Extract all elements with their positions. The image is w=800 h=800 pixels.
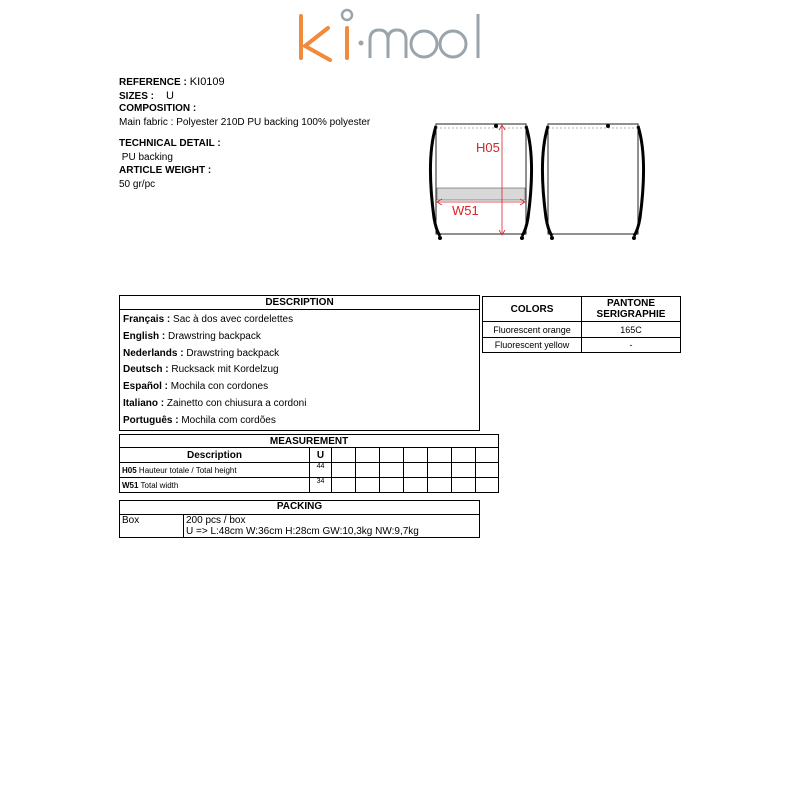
lang-text: Mochila com cordões <box>178 414 276 426</box>
packing-line-1: 200 pcs / box <box>186 515 246 526</box>
lang-label: Português : <box>123 414 179 426</box>
description-table <box>119 295 480 431</box>
lang-text: Sac à dos avec cordelettes <box>170 314 294 325</box>
table-row <box>120 478 499 493</box>
composition-label: COMPOSITION : <box>119 103 197 114</box>
lang-label: Français : <box>123 314 171 325</box>
measurement-desc <box>120 463 310 478</box>
measurement-desc-header: Description <box>120 448 310 463</box>
measurement-table <box>119 434 499 493</box>
weight-label-row <box>119 165 419 179</box>
packing-table <box>119 500 480 538</box>
packing-details <box>184 515 480 538</box>
sizes-row <box>119 90 419 104</box>
pantone-header-line1: PANTONE <box>607 298 655 309</box>
composition-value: Main fabric : Polyester 210D PU backing 100% polyester <box>119 116 371 128</box>
description-line-en <box>123 329 476 346</box>
lang-text: Drawstring backpack <box>165 330 261 342</box>
lang-label: Italiano : <box>123 397 165 409</box>
packing-line-2: U => L:48cm W:36cm H:28cm GW:10,3kg NW:9,7kg <box>186 526 419 537</box>
measurement-title: MEASUREMENT <box>120 435 499 448</box>
measure-label-w51: W51 <box>452 203 479 218</box>
color-name: Fluorescent yellow <box>483 338 582 353</box>
color-pantone: 165C <box>582 322 681 338</box>
composition-label-row <box>119 103 419 117</box>
bag-front-view <box>430 124 531 240</box>
lang-label: English : <box>123 330 166 342</box>
sizes-value: U <box>166 89 174 102</box>
brand-logo <box>292 6 482 70</box>
colors-table <box>482 296 681 353</box>
color-name: Fluorescent orange <box>483 322 582 338</box>
measure-label-h05: H05 <box>476 140 500 155</box>
weight-label: ARTICLE WEIGHT : <box>119 165 212 176</box>
lang-text: Drawstring backpack <box>183 347 280 359</box>
product-technical-drawing <box>420 118 650 250</box>
lang-label: Nederlands : <box>123 347 184 359</box>
description-line-it <box>123 396 476 413</box>
weight-value: 50 gr/pc <box>119 178 156 190</box>
description-body <box>120 310 480 431</box>
color-pantone: - <box>582 338 681 353</box>
lang-label: Español : <box>123 381 169 393</box>
lang-text: Zainetto con chiusura a cordoni <box>164 397 307 409</box>
measurement-code: W51 <box>122 480 139 490</box>
reference-label: REFERENCE : <box>119 77 187 88</box>
description-line-es <box>123 379 476 396</box>
description-title: DESCRIPTION <box>120 296 480 310</box>
lang-text: Rucksack mit Kordelzug <box>168 364 279 376</box>
measurement-desc <box>120 478 310 493</box>
description-line-de <box>123 362 476 379</box>
lang-label: Deutsch : <box>123 364 169 376</box>
table-row <box>120 463 499 478</box>
lang-text: Mochila con cordones <box>168 381 269 393</box>
measurement-value: 34 <box>310 478 332 493</box>
technical-label-row <box>119 138 419 152</box>
measurement-value: 44 <box>310 463 332 478</box>
measurement-label: Hauteur totale / Total height <box>136 465 237 475</box>
reference-value: KI0109 <box>189 76 225 88</box>
technical-label: TECHNICAL DETAIL : <box>119 138 221 149</box>
colors-header: COLORS <box>483 297 582 322</box>
packing-type: Box <box>120 515 184 538</box>
brand-logo-wordmark: ki-mood <box>292 6 296 7</box>
description-line-fr <box>123 312 476 329</box>
pantone-header-line2: SERIGRAPHIE <box>596 309 666 320</box>
measurement-code: H05 <box>122 465 137 475</box>
article-info <box>119 76 419 192</box>
measurement-size-header: U <box>310 448 332 463</box>
description-line-pt <box>123 413 476 430</box>
pantone-header <box>582 297 681 322</box>
reference-row <box>119 76 419 90</box>
bag-back-view <box>542 124 643 240</box>
description-line-nl <box>123 346 476 363</box>
measurement-label: Total width <box>138 480 179 490</box>
technical-value: PU backing <box>119 151 173 163</box>
packing-title: PACKING <box>120 501 480 515</box>
sizes-label: SIZES : <box>119 90 155 102</box>
